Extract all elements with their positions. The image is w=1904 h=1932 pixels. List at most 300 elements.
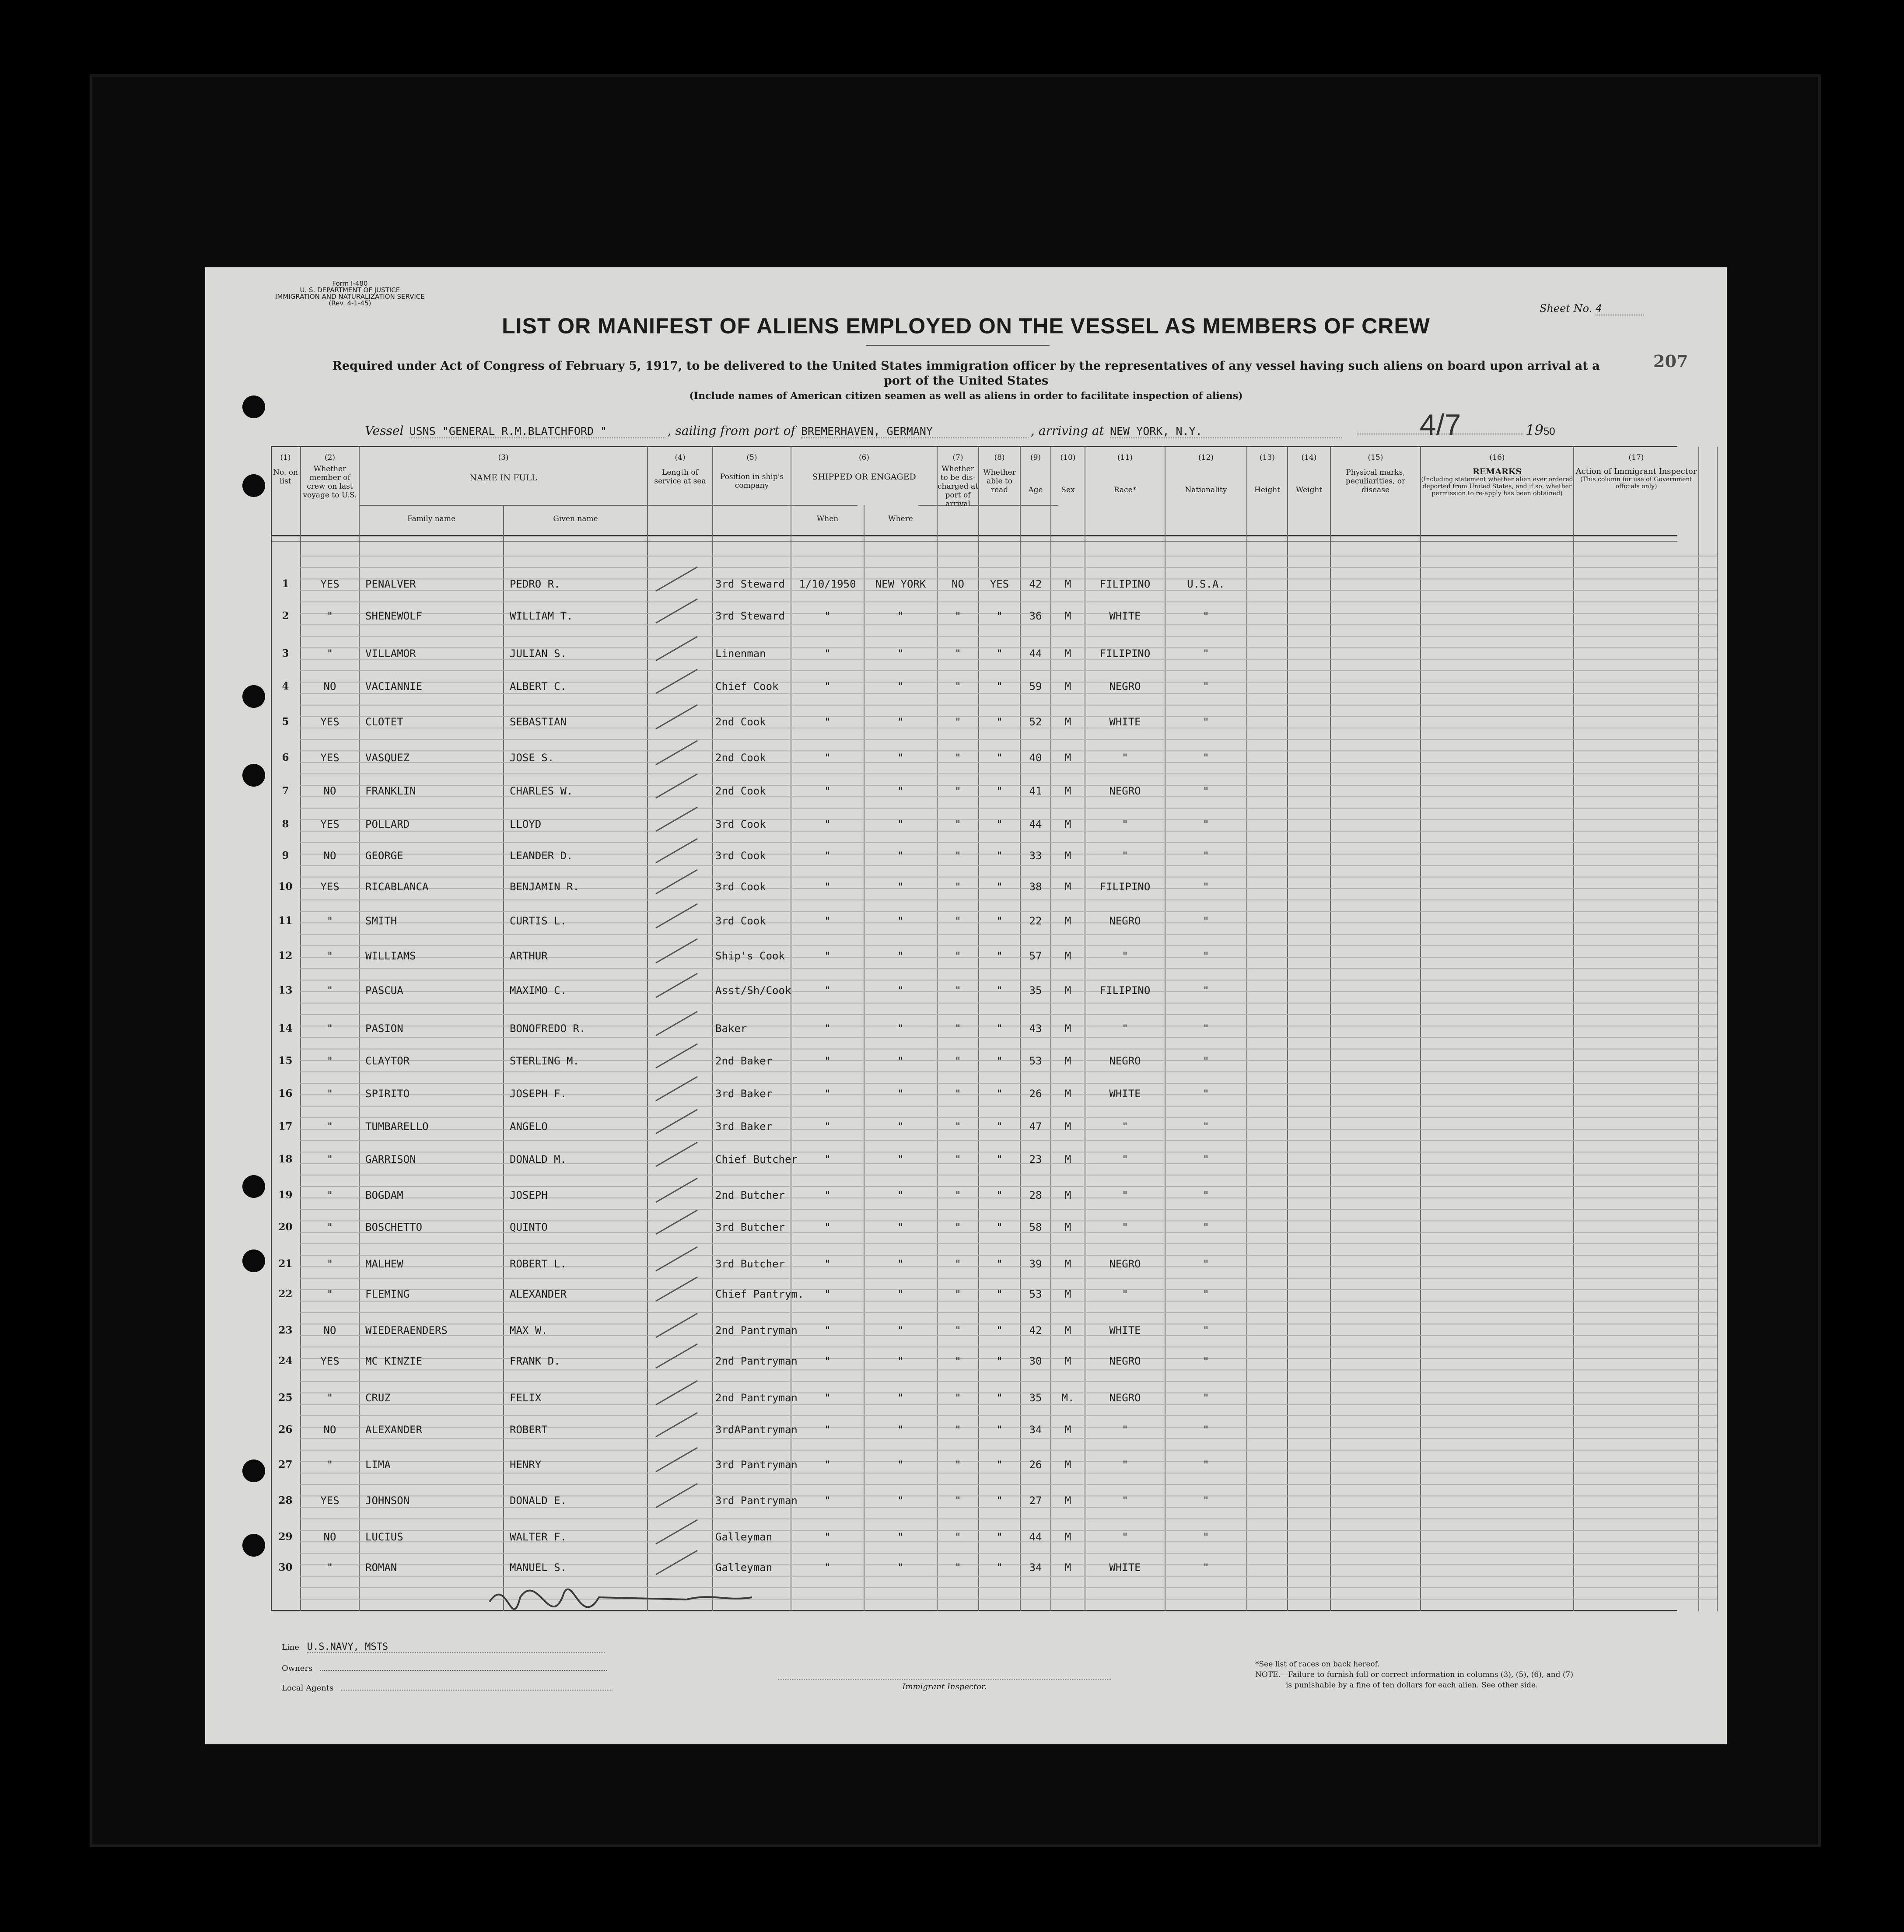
cell-nationality: " [1203,1120,1209,1133]
vessel-name: USNS "GENERAL R.M.BLATCHFORD " [410,425,665,438]
col-header-name: (3) NAME IN FULL [469,453,537,483]
cell-when: " [824,1424,831,1436]
cell-read: " [996,1424,1003,1436]
manifest-sheet [205,267,1727,1744]
cell-sex: M [1064,752,1071,764]
cell-read: " [996,1355,1003,1367]
cell-last: YES [320,752,340,764]
cell-age: 23 [1029,1153,1042,1166]
cell-discharged: " [955,610,961,622]
col-header-weight: (14) Weight [1295,453,1323,494]
cell-discharged: " [955,648,961,660]
cell-discharged: " [955,881,961,893]
cell-race: NEGRO [1109,915,1141,927]
cell-nationality: U.S.A. [1187,578,1225,590]
cell-read: " [996,1120,1003,1133]
cell-given: LLOYD [510,818,542,830]
cell-age: 58 [1029,1221,1042,1233]
cell-given: PEDRO R. [510,578,560,590]
service-tick-mark [656,1413,697,1437]
cell-when: " [824,1494,831,1507]
subtitle-act: Required under Act of Congress of February 5, 1917, to be delivered to the United States immigration officer by the representatives of any vessel having such aliens on board upon arrival at a [332,359,1600,373]
cell-no: 4 [282,680,289,692]
cell-race: NEGRO [1109,680,1141,693]
form-service: IMMIGRATION AND NATURALIZATION SERVICE [275,293,425,301]
immigrant-inspector-label: Immigrant Inspector. [902,1682,987,1691]
cell-when: " [824,785,831,797]
cell-read: " [996,1494,1003,1507]
cell-position: 2nd Cook [715,716,766,728]
cell-when: " [824,984,831,997]
cell-age: 39 [1029,1258,1042,1270]
cell-age: 42 [1029,578,1042,590]
cell-no: 16 [278,1088,293,1099]
cell-sex: M [1064,984,1071,997]
cell-family: POLLARD [365,818,410,830]
cell-last: NO [323,850,336,862]
cell-sex: M [1064,850,1071,862]
cell-age: 41 [1029,785,1042,797]
col-header-family-name: Family name [407,514,456,523]
cell-age: 33 [1029,850,1042,862]
service-tick-mark [656,1520,697,1544]
cell-no: 10 [278,881,293,892]
cell-given: MAX W. [510,1324,548,1337]
departure-port: BREMERHAVEN, GERMANY [801,425,1029,438]
cell-given: FELIX [510,1392,542,1404]
cell-discharged: " [955,984,961,997]
cell-position: 3rd Pantryman [715,1459,798,1471]
cell-last: " [326,1561,333,1574]
cell-sex: M [1064,818,1071,830]
cell-where: " [897,1022,904,1035]
cell-when: " [824,1531,831,1543]
cell-no: 29 [278,1531,293,1543]
cell-last: YES [320,1355,340,1367]
cell-discharged: " [955,950,961,962]
cell-age: 47 [1029,1120,1042,1133]
cell-family: FRANKLIN [365,785,416,797]
cell-position: 3rd Butcher [715,1258,785,1270]
cell-race: " [1122,850,1128,862]
cell-given: ROBERT [510,1424,548,1436]
cell-family: GARRISON [365,1153,416,1166]
cell-discharged: " [955,1153,961,1166]
subtitle-port: port of the United States [883,374,1049,388]
cell-given: ARTHUR [510,950,548,962]
vessel-label: Vessel [365,424,404,438]
row-ruling [205,267,1727,1744]
cell-race: NEGRO [1109,1055,1141,1067]
col-header-nationality: (12) Nationality [1185,453,1227,494]
cell-family: CLAYTOR [365,1055,410,1067]
cell-given: DONALD E. [510,1494,567,1507]
cell-sex: M [1064,1424,1071,1436]
cell-no: 13 [278,984,293,996]
cell-given: ALBERT C. [510,680,567,693]
cell-where: " [897,1561,904,1574]
service-tick-mark [656,741,697,765]
cell-where: " [897,1120,904,1133]
cell-read: " [996,1531,1003,1543]
cell-when: " [824,1324,831,1337]
cell-no: 20 [278,1221,293,1233]
cell-last: NO [323,1424,336,1436]
cell-nationality: " [1203,818,1209,830]
cell-position: 2nd Cook [715,752,766,764]
cell-where: " [897,950,904,962]
cell-read: " [996,1055,1003,1067]
cell-where: " [897,680,904,693]
cell-discharged: " [955,1055,961,1067]
cell-where: " [897,1424,904,1436]
cell-sex: M [1064,785,1071,797]
cell-read: " [996,850,1003,862]
cell-last: NO [323,680,336,693]
service-tick-mark [656,599,697,623]
cell-age: 35 [1029,984,1042,997]
cell-last: NO [323,785,336,797]
cell-no: 28 [278,1494,293,1506]
service-tick-mark [656,1344,697,1368]
cell-read: " [996,785,1003,797]
cell-last: " [326,648,333,660]
cell-race: " [1122,818,1128,830]
col-header-given-name: Given name [553,514,598,523]
cell-where: " [897,610,904,622]
cell-no: 26 [278,1424,293,1435]
cell-race: WHITE [1109,716,1141,728]
cell-no: 23 [278,1324,293,1336]
col-header-discharged: (7) Whether to be dis-charged at port of arrival [938,453,978,508]
cell-position: Chief Butcher [715,1153,798,1166]
service-tick-mark [656,669,697,693]
cell-read: " [996,1324,1003,1337]
cell-family: PASION [365,1022,403,1035]
cell-sex: M [1064,915,1071,927]
cell-family: MALHEW [365,1258,403,1270]
cell-last: " [326,1153,333,1166]
cell-no: 11 [278,915,293,927]
cell-age: 30 [1029,1355,1042,1367]
cell-last: " [326,1459,333,1471]
owners-label: Owners [282,1664,313,1673]
cell-read: " [996,1022,1003,1035]
cell-sex: M. [1061,1392,1074,1404]
cell-nationality: " [1203,1392,1209,1404]
cell-where: " [897,716,904,728]
cell-race: " [1122,1022,1128,1035]
service-tick-mark [656,1210,697,1234]
cell-family: BOGDAM [365,1189,403,1201]
cell-age: 57 [1029,950,1042,962]
col-header-when: When [816,514,839,523]
owners-field [282,1661,607,1673]
cell-age: 35 [1029,1392,1042,1404]
cell-when: " [824,1355,831,1367]
cell-sex: M [1064,881,1071,893]
cell-race: FILIPINO [1099,881,1151,893]
cell-age: 43 [1029,1022,1042,1035]
cell-discharged: " [955,915,961,927]
cell-position: 3rd Cook [715,915,766,927]
cell-read: " [996,1288,1003,1300]
service-tick-mark [656,1110,697,1134]
cell-race: " [1122,1221,1128,1233]
cell-nationality: " [1203,680,1209,693]
cell-where: " [897,1392,904,1404]
form-revision: (Rev. 4-1-45) [329,299,371,307]
cell-age: 26 [1029,1459,1042,1471]
cell-last: " [326,1392,333,1404]
service-tick-mark [656,1044,697,1068]
cell-family: TUMBARELLO [365,1120,429,1133]
cell-nationality: " [1203,950,1209,962]
cell-last: " [326,1258,333,1270]
cell-discharged: " [955,818,961,830]
cell-where: " [897,1055,904,1067]
cell-read: " [996,752,1003,764]
cell-read: " [996,610,1003,622]
cell-nationality: " [1203,785,1209,797]
cell-nationality: " [1203,1088,1209,1100]
service-tick-mark [656,1550,697,1575]
cell-nationality: " [1203,1424,1209,1436]
cell-race: FILIPINO [1099,648,1151,660]
cell-sex: M [1064,1221,1071,1233]
cell-read: YES [990,578,1009,590]
cell-nationality: " [1203,1459,1209,1471]
cell-when: " [824,881,831,893]
cell-family: ROMAN [365,1561,397,1574]
cell-discharged: " [955,1355,961,1367]
cell-race: FILIPINO [1099,578,1151,590]
cell-position: 3rd Cook [715,881,766,893]
col-header-physical-marks: (15) Physical marks, peculiarities, or disease [1345,453,1406,494]
cell-read: " [996,881,1003,893]
cell-when: " [824,680,831,693]
cell-no: 7 [282,785,289,797]
cell-no: 5 [282,716,289,728]
cell-race: " [1122,1531,1128,1543]
cell-nationality: " [1203,1258,1209,1270]
cell-discharged: " [955,1189,961,1201]
cell-no: 30 [278,1561,293,1573]
cell-family: SPIRITO [365,1088,410,1100]
cell-where: " [897,1324,904,1337]
cell-sex: M [1064,950,1071,962]
cell-race: " [1122,1120,1128,1133]
cell-no: 1 [282,578,289,590]
service-tick-mark [656,1178,697,1202]
cell-where: " [897,1221,904,1233]
cell-last: " [326,950,333,962]
cell-where: " [897,881,904,893]
col-header-where: Where [888,514,913,523]
cell-no: 24 [278,1355,293,1367]
races-footnote: *See list of races on back hereof. [1255,1660,1380,1669]
cell-where: " [897,1258,904,1270]
cell-sex: M [1064,1120,1071,1133]
cell-family: GEORGE [365,850,403,862]
cell-sex: M [1064,1288,1071,1300]
cell-given: STERLING M. [510,1055,579,1067]
cell-nationality: " [1203,850,1209,862]
penalty-note-cont: is punishable by a fine of ten dollars for each alien. See other side. [1286,1681,1538,1690]
cell-position: 2nd Butcher [715,1189,785,1201]
cell-when: " [824,610,831,622]
cell-read: " [996,1392,1003,1404]
cell-given: BONOFREDO R. [510,1022,586,1035]
col-header-age: (9) Age [1028,453,1043,494]
cell-when: " [824,752,831,764]
cell-given: HENRY [510,1459,542,1471]
cell-read: " [996,984,1003,997]
cell-last: YES [320,716,340,728]
cell-nationality: " [1203,1531,1209,1543]
cell-family: VACIANNIE [365,680,423,693]
cell-age: 36 [1029,610,1042,622]
cell-race: " [1122,1424,1128,1436]
cell-age: 38 [1029,881,1042,893]
cell-position: 3rd Baker [715,1088,773,1100]
col-header-sex: (10) Sex [1060,453,1076,494]
cell-when: " [824,1088,831,1100]
service-tick-mark [656,973,697,998]
service-tick-mark [656,774,697,798]
cell-family: PENALVER [365,578,416,590]
cell-nationality: " [1203,881,1209,893]
cell-race: " [1122,1459,1128,1471]
cell-position: Ship's Cook [715,950,785,962]
cell-discharged: NO [952,578,964,590]
cell-given: LEANDER D. [510,850,573,862]
cell-nationality: " [1203,1288,1209,1300]
cell-sex: M [1064,716,1071,728]
owners-value [320,1661,607,1671]
cell-position: Chief Cook [715,680,779,693]
cell-no: 22 [278,1288,293,1300]
cell-race: NEGRO [1109,785,1141,797]
cell-position: 3rdAPantryman [715,1424,798,1436]
cell-age: 59 [1029,680,1042,693]
cell-given: JOSE S. [510,752,554,764]
cell-given: WILLIAM T. [510,610,573,622]
cell-sex: M [1064,1324,1071,1337]
cell-position: 2nd Pantryman [715,1392,798,1404]
cell-when: " [824,1221,831,1233]
cell-last: " [326,984,333,997]
cell-sex: M [1064,1494,1071,1507]
cell-race: NEGRO [1109,1258,1141,1270]
cell-read: " [996,818,1003,830]
cell-read: " [996,680,1003,693]
year-prefix: 19 [1526,422,1544,438]
cell-no: 8 [282,818,289,830]
cell-nationality: " [1203,610,1209,622]
penalty-note: NOTE.—Failure to furnish full or correct information in columns (3), (5), (6), and (7) [1255,1670,1573,1679]
cell-position: 3rd Pantryman [715,1494,798,1507]
cell-sex: M [1064,1561,1071,1574]
cell-family: PASCUA [365,984,403,997]
cell-nationality: " [1203,1055,1209,1067]
cell-position: Linenman [715,648,766,660]
cell-age: 44 [1029,1531,1042,1543]
local-agents-value [341,1681,612,1690]
cell-family: SHENEWOLF [365,610,423,622]
sheet-number-value: 4 [1596,302,1644,315]
cell-discharged: " [955,850,961,862]
cell-sex: M [1064,1088,1071,1100]
cell-nationality: " [1203,1153,1209,1166]
cell-age: 22 [1029,915,1042,927]
col-header-inspector-action: (17) Action of Immigrant Inspector (This column for use of Government officials only) [1575,453,1697,490]
cell-where: " [897,1531,904,1543]
col-header-race: (11) Race* [1113,453,1137,494]
cell-where: " [897,850,904,862]
cell-nationality: " [1203,648,1209,660]
cell-family: SMITH [365,915,397,927]
cell-nationality: " [1203,1561,1209,1574]
cell-nationality: " [1203,1355,1209,1367]
cell-no: 6 [282,752,289,763]
col-header-able-to-read: (8) Whether able to read [983,453,1016,494]
cell-position: 3rd Baker [715,1120,773,1133]
cell-last: " [326,1288,333,1300]
cell-family: CRUZ [365,1392,391,1404]
cell-where: " [897,1153,904,1166]
cell-position: 2nd Cook [715,785,766,797]
cell-where: " [897,1088,904,1100]
service-tick-mark [656,637,697,661]
col-header-shipped: (6) SHIPPED OR ENGAGED [812,453,916,482]
cell-position: 2nd Baker [715,1055,773,1067]
col-header-remarks: (16) REMARKS (Including statement whether alien ever ordered deported from United States, and if so, whether permission to re-apply has been obtained) [1421,453,1573,497]
cell-family: WIEDERAENDERS [365,1324,448,1337]
cell-position: 3rd Cook [715,818,766,830]
cell-given: ALEXANDER [510,1288,567,1300]
cell-last: " [326,1055,333,1067]
cell-position: Galleyman [715,1561,773,1574]
cell-given: WALTER F. [510,1531,567,1543]
cell-when: " [824,648,831,660]
cell-race: " [1122,1153,1128,1166]
cell-no: 14 [278,1022,293,1034]
cell-age: 26 [1029,1088,1042,1100]
cell-sex: M [1064,1055,1071,1067]
cell-discharged: " [955,1531,961,1543]
cell-read: " [996,950,1003,962]
cell-sex: M [1064,1189,1071,1201]
cell-where: " [897,818,904,830]
service-tick-mark [656,1012,697,1036]
cell-age: 28 [1029,1189,1042,1201]
service-tick-mark [656,1142,697,1166]
cell-sex: M [1064,1459,1071,1471]
cell-last: YES [320,818,340,830]
cell-race: " [1122,1494,1128,1507]
cell-sex: M [1064,1022,1071,1035]
cell-given: MANUEL S. [510,1561,567,1574]
cell-last: " [326,1088,333,1100]
cell-when: " [824,1153,831,1166]
cell-last: YES [320,578,340,590]
cell-age: 53 [1029,1288,1042,1300]
cell-read: " [996,648,1003,660]
cell-nationality: " [1203,752,1209,764]
cell-no: 27 [278,1459,293,1470]
cell-no: 2 [282,610,289,622]
